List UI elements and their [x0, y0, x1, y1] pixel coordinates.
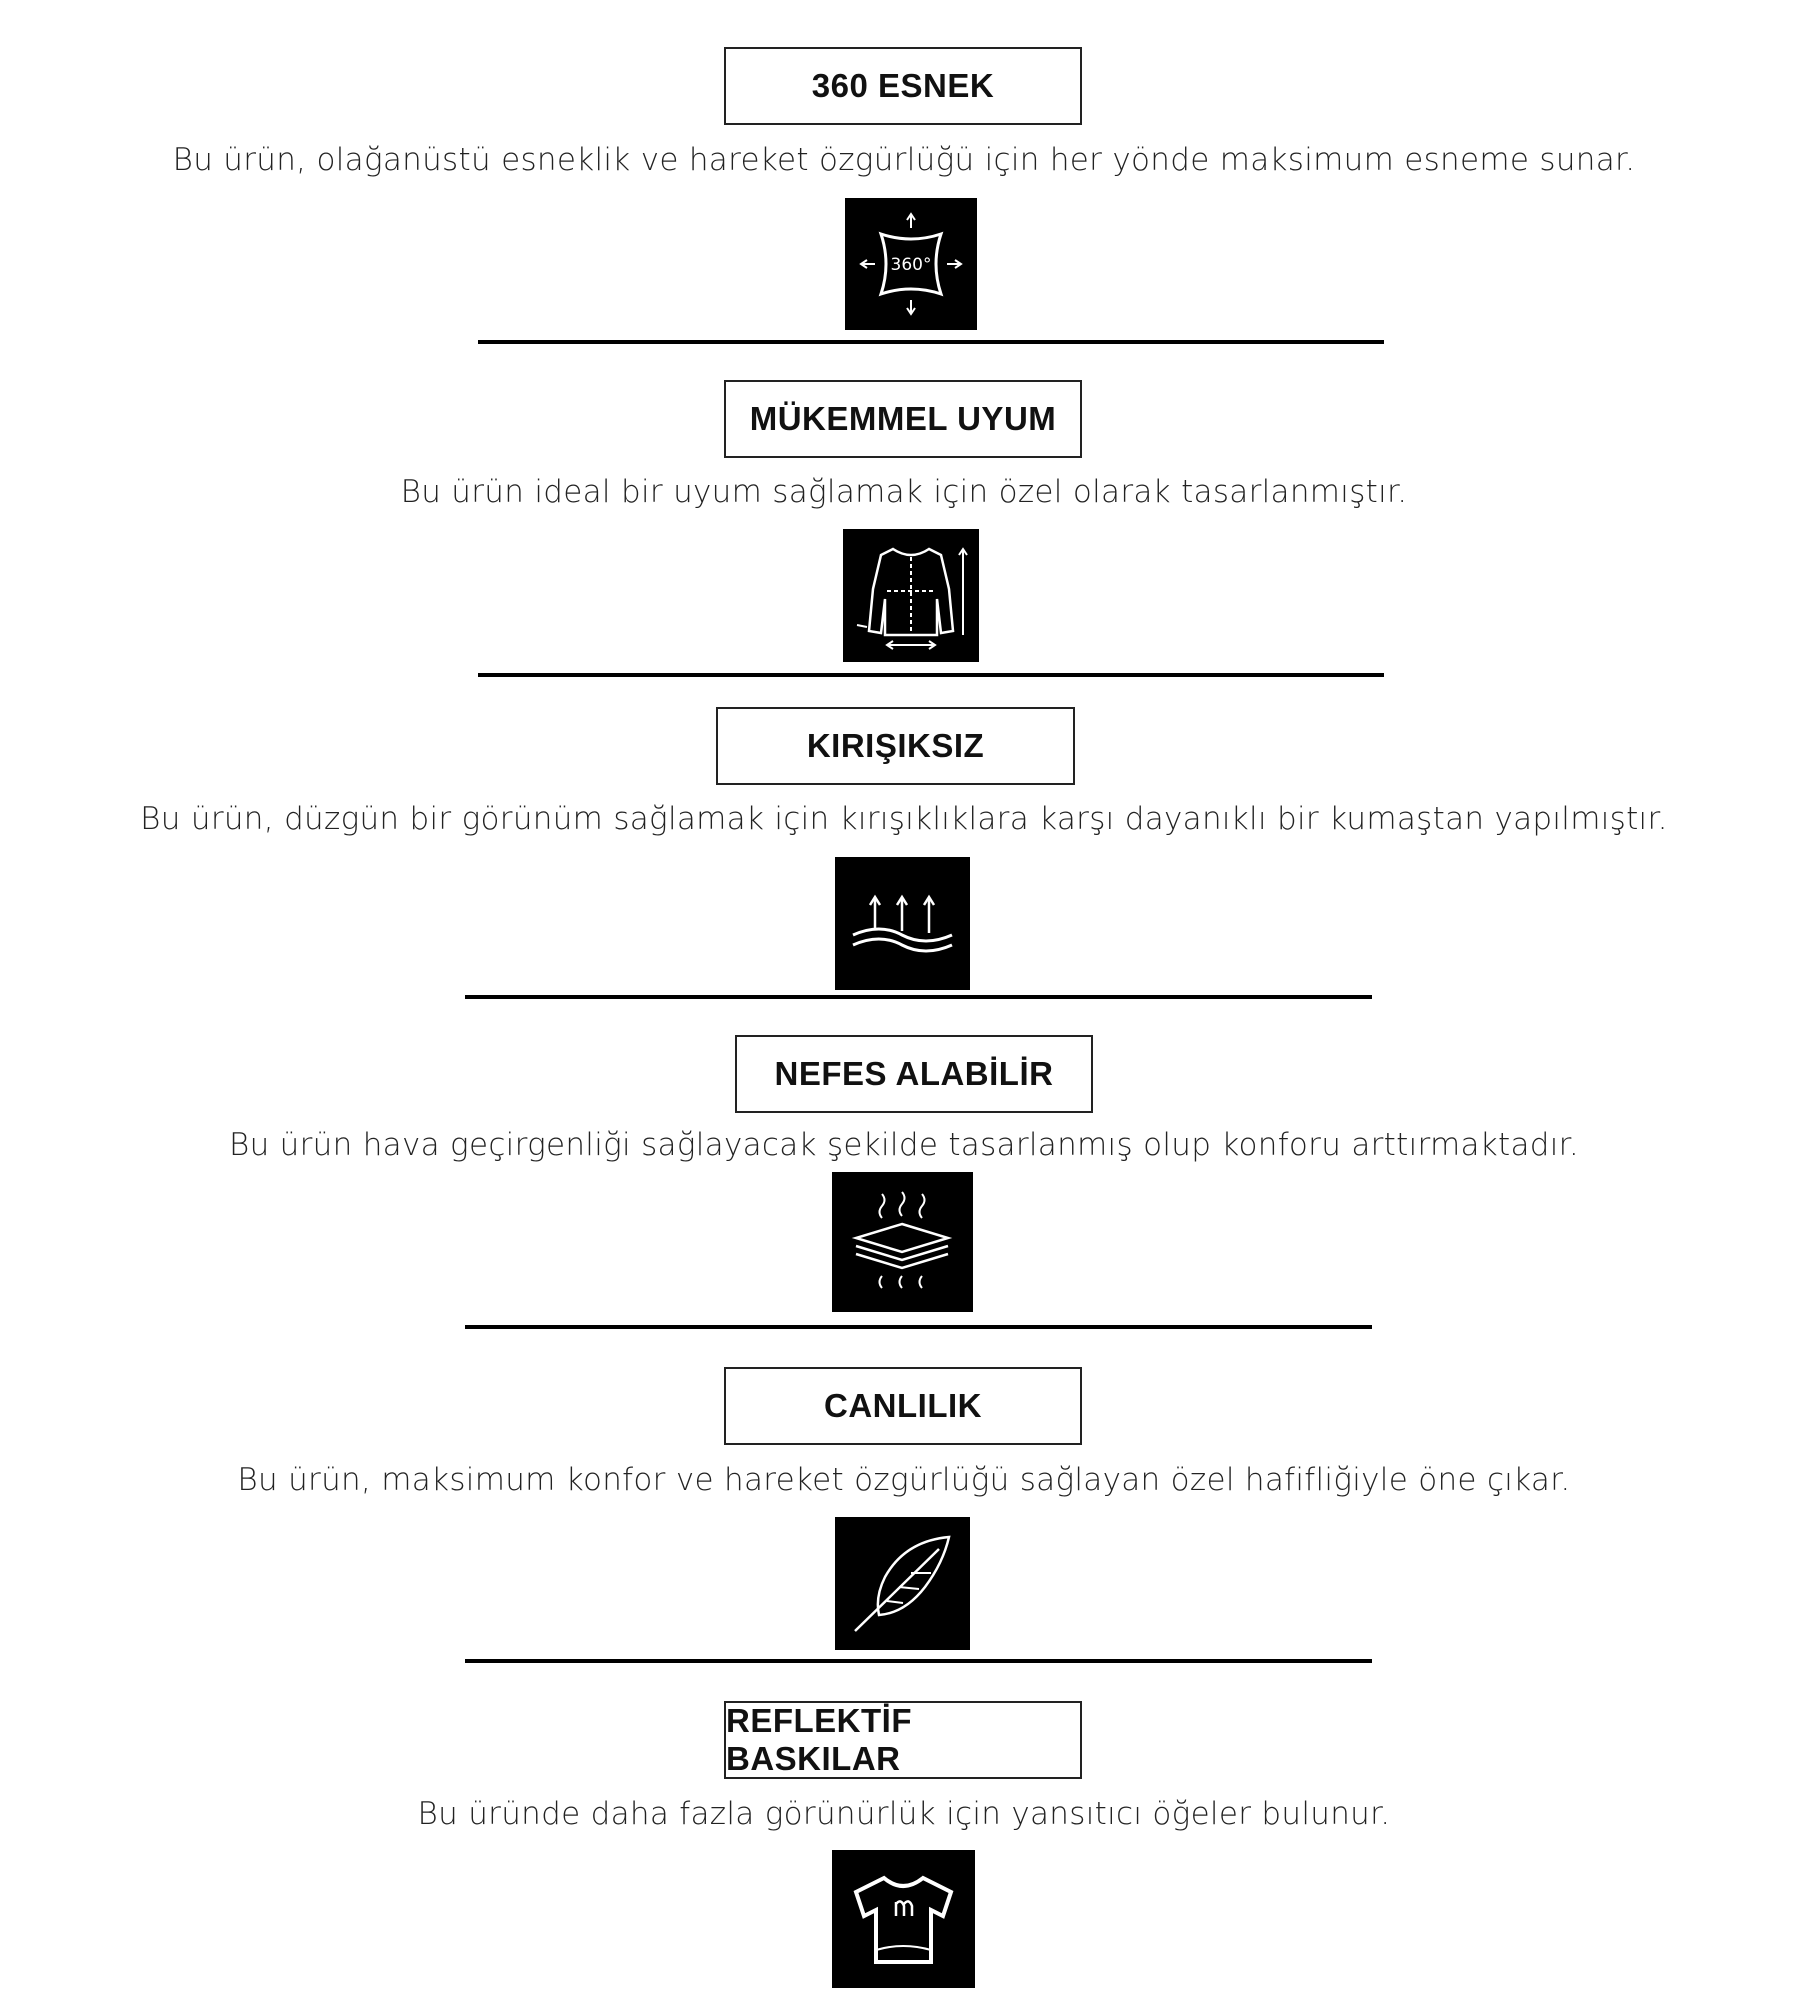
feature-description-nefes-alabilir: Bu ürün hava geçirgenliği sağlayacak şekilde tasarlanmış olup konforu arttırmaktadır.: [228, 1127, 1580, 1163]
feature-title-kirisiksiz: KIRIŞIKSIZ: [716, 707, 1075, 785]
feature-title-mukemmel-uyum: MÜKEMMEL UYUM: [724, 380, 1082, 458]
divider-5: [465, 1659, 1372, 1663]
stretch-360-label: 360°: [890, 255, 932, 275]
feature-title-nefes-alabilir: NEFES ALABİLİR: [735, 1035, 1093, 1113]
divider-4: [465, 1325, 1372, 1329]
feature-description-kirisiksiz: Bu ürün, düzgün bir görünüm sağlamak için kırışıklıklara karşı dayanıklı bir kumaştan yapılmıştır.: [140, 801, 1668, 837]
feature-description-reflektif-baskilar: Bu üründe daha fazla görünürlük için yansıtıcı öğeler bulunur.: [417, 1796, 1391, 1832]
wrinkle-free-icon: [835, 857, 970, 990]
breathable-fabric-icon: [832, 1172, 973, 1312]
feather-icon: [835, 1517, 970, 1650]
divider-3: [465, 995, 1372, 999]
divider-2: [478, 673, 1384, 677]
divider-1: [478, 340, 1384, 344]
reflective-tshirt-icon: [832, 1850, 975, 1988]
feature-description-mukemmel-uyum: Bu ürün ideal bir uyum sağlamak için özel olarak tasarlanmıştır.: [400, 474, 1408, 510]
jacket-fit-icon: [843, 529, 979, 662]
feature-title-360-esnek: 360 ESNEK: [724, 47, 1082, 125]
feature-description-canlilik: Bu ürün, maksimum konfor ve hareket özgürlüğü sağlayan özel hafifliğiyle öne çıkar.: [237, 1462, 1571, 1498]
stretch-360-icon: [845, 198, 977, 330]
feature-title-reflektif-baskilar: REFLEKTİF BASKILAR: [724, 1701, 1082, 1779]
feature-description-360-esnek: Bu ürün, olağanüstü esneklik ve hareket özgürlüğü için her yönde maksimum esneme sunar.: [172, 142, 1636, 178]
feature-title-canlilik: CANLILIK: [724, 1367, 1082, 1445]
